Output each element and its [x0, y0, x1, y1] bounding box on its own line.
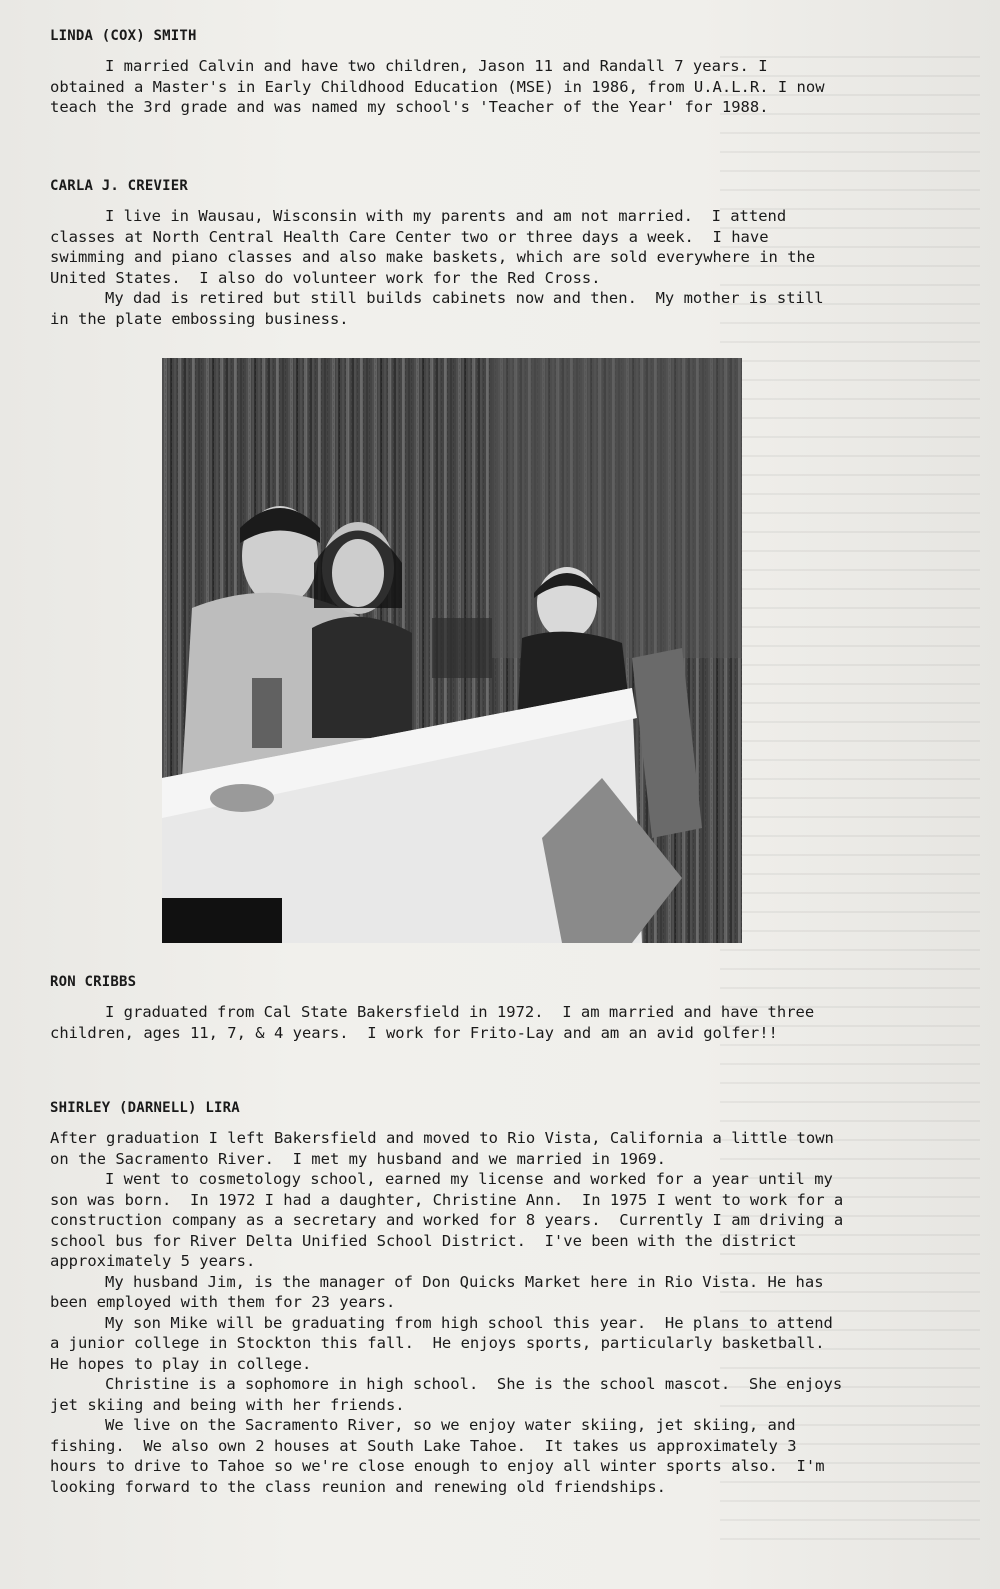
photo-image — [162, 358, 742, 943]
entry-paragraph: My dad is retired but still builds cabinets now and then. My mother is still in the plate embossing business. — [50, 289, 833, 328]
entry-ron-cribbs — [50, 974, 850, 1043]
entry-paragraph: After graduation I left Bakersfield and moved to Rio Vista, California a little town on the Sacramento River. I met my husband and we married in 1969. — [50, 1129, 844, 1168]
entry-paragraph: I live in Wausau, Wisconsin with my parents and am not married. I attend classes at North Central Health Care Center two or three days a week. I have swimming and piano classes and also make baskets, which are sold everywhere in the United States. I also do volunteer work for the Red Cross. — [50, 207, 825, 287]
entry-name: RON CRIBBS — [50, 974, 137, 990]
entry-paragraph: My son Mike will be graduating from high school this year. He plans to attend a junior college in Stockton this fall. He enjoys sports, particularly basketball. He hopes to play in college. — [50, 1313, 844, 1373]
entry-name: SHIRLEY (DARNELL) LIRA — [50, 1100, 240, 1116]
entry-paragraph: I married Calvin and have two children, Jason 11 and Randall 7 years. I obtained a Master's in Early Childhood Education (MSE) in 1986, from U.A.L.R. I now teach the 3rd grade and was named my school's 'Teacher of the Year' for 1988. — [50, 57, 834, 116]
entry-paragraph: My husband Jim, is the manager of Don Quicks Market here in Rio Vista. He has been employed with them for 23 years. — [50, 1272, 833, 1311]
entry-paragraph: We live on the Sacramento River, so we enjoy water skiing, jet skiing, and fishing. We also own 2 houses at South Lake Tahoe. It takes us approximately 3 hours to drive to Tahoe so we're close enough to enjoy all winter sports also. I'm looking forward to the class reunion and renewing old friendships. — [50, 1416, 834, 1496]
entry-name: CARLA J. CREVIER — [50, 178, 189, 194]
entry-carla-crevier — [50, 178, 850, 329]
dinner-table-photo — [162, 358, 742, 943]
entry-paragraph: Christine is a sophomore in high school. She is the school mascot. She enjoys jet skiing and being with her friends. — [50, 1375, 852, 1414]
entry-name: LINDA (COX) SMITH — [50, 28, 197, 44]
entry-shirley-lira — [50, 1100, 853, 1497]
entry-linda-smith — [50, 28, 850, 118]
entry-paragraph: I went to cosmetology school, earned my license and worked for a year until my son was born. In 1972 I had a daughter, Christine Ann. In 1975 I went to work for a construction company as a secretary and worked for 8 years. Currently I am driving a school bus for River Delta Unified School District. I've been with the district approximately 5 years. — [50, 1170, 853, 1270]
entry-paragraph: I graduated from Cal State Bakersfield in 1972. I am married and have three children, ages 11, 7, & 4 years. I work for Frito-Lay and am an avid golfer!! — [50, 1003, 824, 1042]
